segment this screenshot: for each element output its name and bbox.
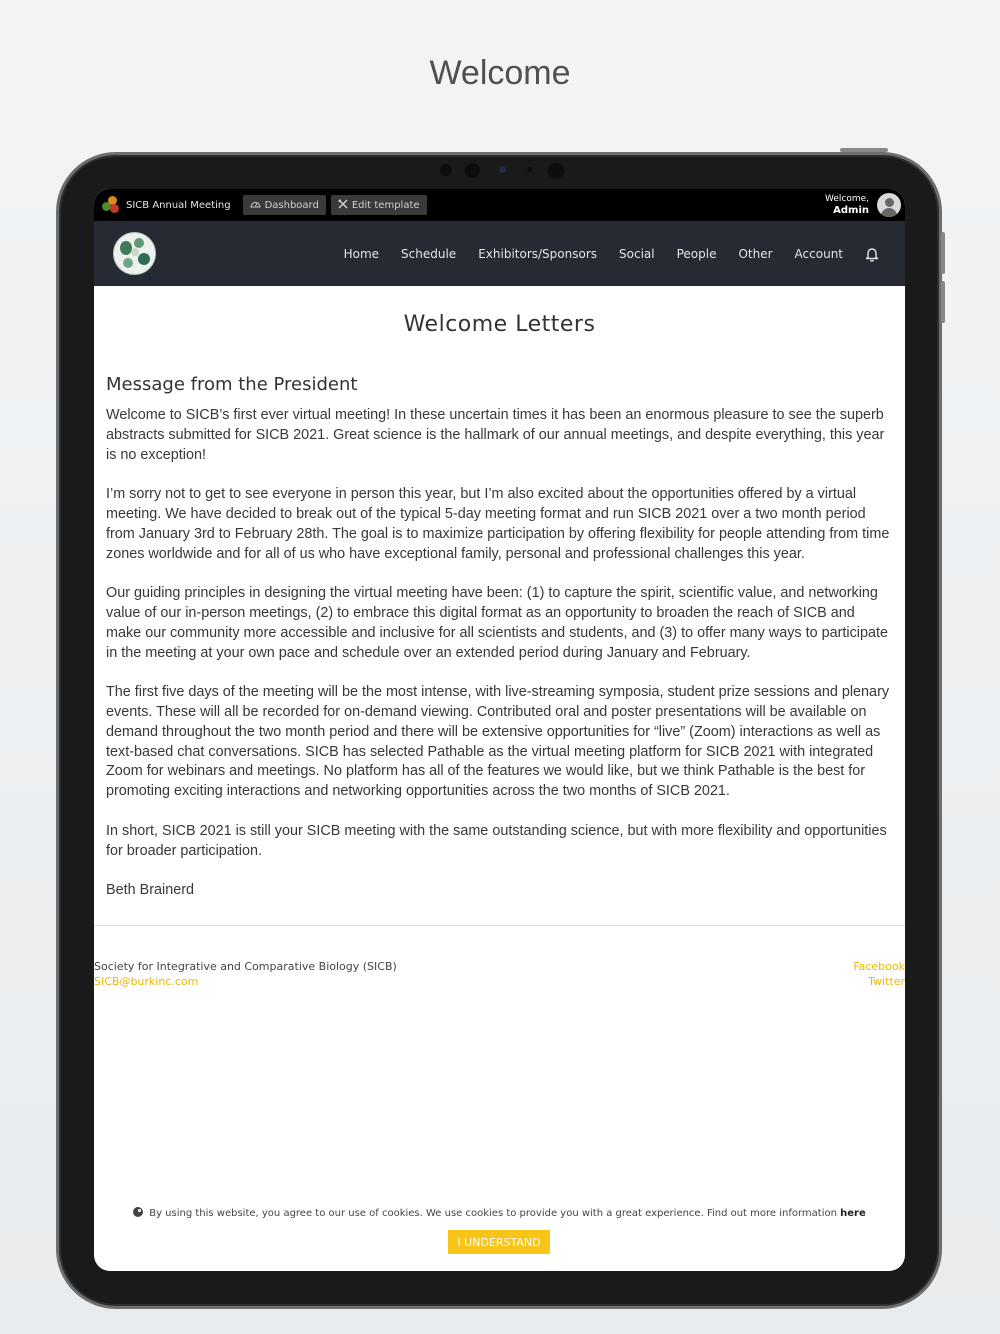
- letter-paragraph: Welcome to SICB’s first ever virtual meeting! In these uncertain times it has been an enormous pleasure to see the superb abstracts submitted for SICB 2021. Great science is the hallmark of our annual meetings, and despite everything, this year is no exception!: [106, 407, 885, 463]
- camera-lens: [499, 166, 506, 173]
- edit-template-label: Edit template: [351, 199, 420, 211]
- dashboard-button[interactable]: [243, 195, 326, 215]
- letter-paragraph: The first five days of the meeting will be the most intense, with live-streaming symposia, student prize sessions and plenary events. These will all be recorded for on-demand viewing. Contributed oral and poster presentations will be available on demand throughout the two month period and there will be extensive opportunities for “live” (Zoom) interactions as well as text-based chat conversations. SICB has selected Pathable as the virtual meeting platform for SICB 2021 with integrated Zoom for webinars and meetings. No platform has all of the features we would like, but we think Pathable is the best for promoting exciting interactions and networking opportunities across the two months of SICB 2021.: [106, 684, 890, 800]
- letter-paragraph: Our guiding principles in designing the virtual meeting have been: (1) to capture the spirit, scientific value, and networking value of our in-person meetings, (2) to embrace this digital format as an opportunity to broaden the reach of SICB and make our community more accessible and inclusive for all scientists and students, and (3) to offer many ways to participate in the meeting at your own pace and schedule over an extended period during January and February.: [106, 585, 888, 661]
- user-name: Admin: [833, 205, 869, 216]
- admin-topbar: [94, 189, 905, 221]
- page-title: Welcome: [429, 54, 571, 92]
- sensor-dot: [440, 164, 452, 176]
- sensor-dot: [527, 167, 532, 172]
- letter-signature: Beth Brainerd: [106, 882, 194, 899]
- cookie-info-link[interactable]: here: [840, 1208, 866, 1219]
- cookie-text: By using this website, you agree to our use of cookies. We use cookies to provide you with a great experience. Find out more information: [149, 1208, 837, 1219]
- sensor-dot: [465, 163, 480, 178]
- letter-paragraph: In short, SICB 2021 is still your SICB meeting with the same outstanding science, but with more flexibility and opportunities for broader participation.: [106, 822, 887, 859]
- cookie-icon: [133, 1207, 143, 1217]
- cookie-notice: [94, 1207, 905, 1219]
- nav-item-schedule[interactable]: Schedule: [401, 246, 457, 261]
- nav-item-home[interactable]: Home: [343, 246, 380, 261]
- nav-item-social[interactable]: Social: [619, 246, 655, 261]
- edit-template-button[interactable]: [331, 195, 427, 215]
- nav-item-exhibitors-sponsors[interactable]: Exhibitors/Sponsors: [478, 246, 598, 261]
- welcome-text: Welcome,: [824, 194, 869, 204]
- site-logo[interactable]: [113, 232, 156, 275]
- footer-email-link[interactable]: SICB@burkinc.com: [94, 974, 199, 988]
- footer-org-name: Society for Integrative and Comparative Biology (SICB): [94, 959, 397, 973]
- main-content: [94, 312, 905, 901]
- nav-item-people[interactable]: People: [676, 246, 717, 261]
- brand-name: SICB Annual Meeting: [126, 199, 231, 211]
- volume-down-button: [941, 281, 945, 323]
- tools-icon: [338, 199, 348, 212]
- nav-item-other[interactable]: Other: [738, 246, 773, 261]
- volume-up-button: [941, 232, 945, 274]
- nav-item-account[interactable]: Account: [794, 246, 843, 261]
- footer-facebook-link[interactable]: Facebook: [853, 959, 905, 973]
- device-top-button: [840, 148, 888, 152]
- content-subheading: Message from the President: [106, 374, 358, 395]
- letter-paragraph: I’m sorry not to get to see everyone in person this year, but I’m also excited about the opportunities offered by a virtual meeting. We have decided to break out of the typical 5-day meeting format and run SICB 2021 over a two month period from January 3rd to February 28th. The goal is to maximize participation by offering flexibility for people attending from time zones worldwide and for all of us who have exceptional family, personal and professional challenges this year.: [106, 486, 890, 562]
- gauge-icon: [250, 199, 261, 211]
- content-heading: Welcome Letters: [403, 312, 596, 337]
- user-greeting: [825, 194, 869, 216]
- app-screen: [94, 189, 905, 1271]
- nav-menu: [322, 221, 879, 286]
- user-avatar-icon[interactable]: [877, 193, 901, 217]
- footer-twitter-link[interactable]: Twitter: [868, 974, 905, 988]
- accept-cookies-button[interactable]: I UNDERSTAND: [448, 1230, 550, 1254]
- dashboard-label: Dashboard: [264, 199, 319, 211]
- main-navbar: [94, 221, 905, 286]
- bell-icon[interactable]: [865, 246, 879, 262]
- sicb-logo-icon: [102, 196, 120, 214]
- site-footer: [94, 926, 905, 986]
- sensor-dot: [548, 163, 564, 179]
